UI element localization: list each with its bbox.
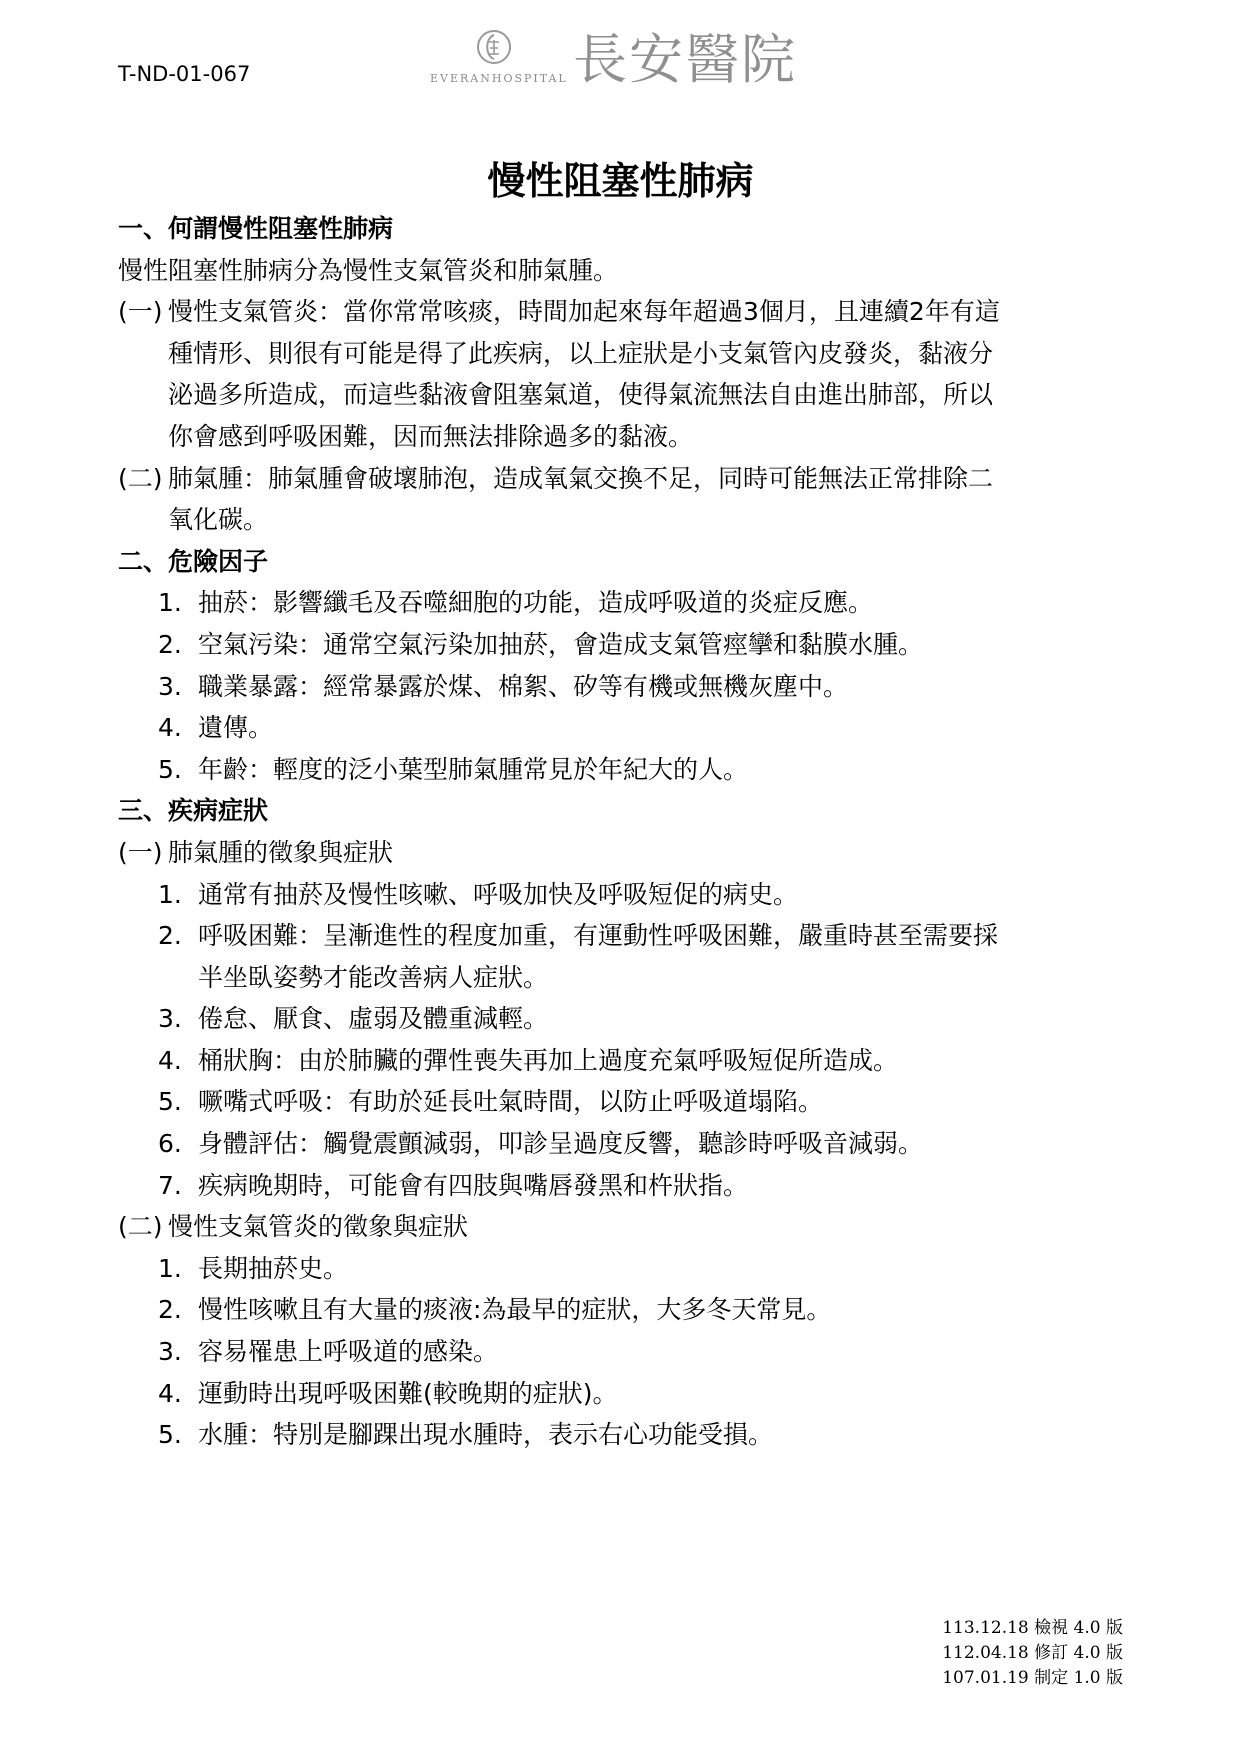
doc-code: T-ND-01-067	[118, 62, 251, 86]
revision-line: 113.12.18 檢視 4.0 版	[942, 1618, 1123, 1638]
item-text: 慢性咳嗽且有大量的痰液:為最早的症狀，大多冬天常見。	[198, 1295, 832, 1325]
item-text: 空氣污染：通常空氣污染加抽菸，會造成支氣管痙攣和黏膜水腫。	[198, 629, 924, 659]
item-text: 容易罹患上呼吸道的感染。	[198, 1337, 499, 1367]
item-number: 6.	[158, 1129, 182, 1159]
item-text: 抽菸：影響纖毛及吞噬細胞的功能，造成呼吸道的炎症反應。	[198, 588, 874, 618]
list-item-continuation	[118, 957, 1128, 999]
item-number: 1.	[158, 1253, 182, 1283]
item-number: 2.	[158, 629, 182, 659]
list-item	[118, 666, 1128, 708]
item-number: 3.	[158, 1337, 182, 1367]
sub-label: (二)	[118, 1212, 163, 1242]
sub-title: 慢性支氣管炎的徵象與症狀	[168, 1212, 469, 1242]
sub-text: 你會感到呼吸困難，因而無法排除過多的黏液。	[168, 421, 694, 451]
item-text: 遺傳。	[198, 713, 274, 743]
sub-text: 種情形、則很有可能是得了此疾病，以上症狀是小支氣管內皮發炎，黏液分	[168, 338, 994, 368]
item-number: 1.	[158, 588, 182, 618]
sub-label: (一)	[118, 297, 163, 327]
item-text: 長期抽菸史。	[198, 1253, 349, 1283]
logo-english-name: EVERANHOSPITAL	[430, 72, 568, 85]
item-number: 2.	[158, 921, 182, 951]
item-text: 通常有抽菸及慢性咳嗽、呼吸加快及呼吸短促的病史。	[198, 879, 799, 909]
sub-item-continuation	[118, 374, 1128, 416]
list-item	[118, 1414, 1128, 1456]
item-text: 噘嘴式呼吸：有助於延長吐氣時間，以防止呼吸道塌陷。	[198, 1087, 824, 1117]
sub-label: (一)	[118, 837, 163, 867]
item-text: 疾病晚期時，可能會有四肢與嘴唇發黑和杵狀指。	[198, 1170, 749, 1200]
list-item	[118, 707, 1128, 749]
list-item	[118, 874, 1128, 916]
sub-item-continuation	[118, 333, 1128, 375]
sub-item	[118, 458, 1128, 500]
revision-history	[942, 1616, 1123, 1691]
list-item	[118, 1123, 1128, 1165]
item-number: 3.	[158, 1004, 182, 1034]
list-item	[118, 1331, 1128, 1373]
list-item	[118, 915, 1128, 957]
sub-item-continuation	[118, 499, 1128, 541]
section-heading: 二、危險因子	[118, 546, 269, 576]
item-number: 4.	[158, 1378, 182, 1408]
item-text: 倦怠、厭食、虛弱及體重減輕。	[198, 1004, 549, 1034]
item-number: 2.	[158, 1295, 182, 1325]
sub-text: 泌過多所造成，而這些黏液會阻塞氣道，使得氣流無法自由進出肺部，所以	[168, 380, 994, 410]
logo-chinese-name: 長安醫院	[573, 28, 797, 91]
sub-item	[118, 1206, 1128, 1248]
item-text: 年齡：輕度的泛小葉型肺氣腫常見於年紀大的人。	[198, 754, 749, 784]
item-number: 5.	[158, 754, 182, 784]
item-number: 4.	[158, 713, 182, 743]
item-number: 4.	[158, 1045, 182, 1075]
list-item	[118, 1289, 1128, 1331]
item-text: 半坐臥姿勢才能改善病人症狀。	[198, 962, 549, 992]
item-number: 5.	[158, 1087, 182, 1117]
document-content	[118, 208, 1128, 1456]
sub-text: 慢性支氣管炎：當你常常咳痰，時間加起來每年超過3個月，且連續2年有這	[168, 297, 1000, 327]
item-number: 3.	[158, 671, 182, 701]
sub-item	[118, 291, 1128, 333]
section-heading: 三、疾病症狀	[118, 796, 269, 826]
item-text: 水腫：特別是腳踝出現水腫時，表示右心功能受損。	[198, 1420, 774, 1450]
list-item	[118, 1040, 1128, 1082]
list-item	[118, 1248, 1128, 1290]
sub-item	[118, 832, 1128, 874]
item-number: 5.	[158, 1420, 182, 1450]
revision-line: 112.04.18 修訂 4.0 版	[942, 1643, 1123, 1663]
item-text: 運動時出現呼吸困難(較晚期的症狀)。	[198, 1378, 618, 1408]
paragraph: 慢性阻塞性肺病分為慢性支氣管炎和肺氣腫。	[118, 255, 619, 285]
sub-label: (二)	[118, 463, 163, 493]
list-item	[118, 624, 1128, 666]
item-number: 7.	[158, 1170, 182, 1200]
hospital-emblem-icon	[475, 28, 513, 66]
item-number: 1.	[158, 879, 182, 909]
hospital-logo	[430, 28, 830, 90]
item-text: 職業暴露：經常暴露於煤、棉絮、矽等有機或無機灰塵中。	[198, 671, 849, 701]
sub-title: 肺氣腫的徵象與症狀	[168, 837, 394, 867]
list-item	[118, 749, 1128, 791]
list-item	[118, 1373, 1128, 1415]
item-text: 呼吸困難：呈漸進性的程度加重，有運動性呼吸困難，嚴重時甚至需要採	[198, 921, 999, 951]
list-item	[118, 1165, 1128, 1207]
list-item	[118, 1081, 1128, 1123]
list-item	[118, 582, 1128, 624]
sub-text: 肺氣腫：肺氣腫會破壞肺泡，造成氧氣交換不足，同時可能無法正常排除二	[168, 463, 994, 493]
section-heading: 一、何謂慢性阻塞性肺病	[118, 214, 394, 243]
sub-item-continuation	[118, 416, 1128, 458]
item-text: 桶狀胸：由於肺臟的彈性喪失再加上過度充氣呼吸短促所造成。	[198, 1045, 899, 1075]
document-title: 慢性阻塞性肺病	[487, 159, 754, 203]
item-text: 身體評估：觸覺震顫減弱，叩診呈過度反響，聽診時呼吸音減弱。	[198, 1129, 924, 1159]
revision-line: 107.01.19 制定 1.0 版	[942, 1668, 1123, 1688]
list-item	[118, 998, 1128, 1040]
sub-text: 氧化碳。	[168, 505, 269, 535]
